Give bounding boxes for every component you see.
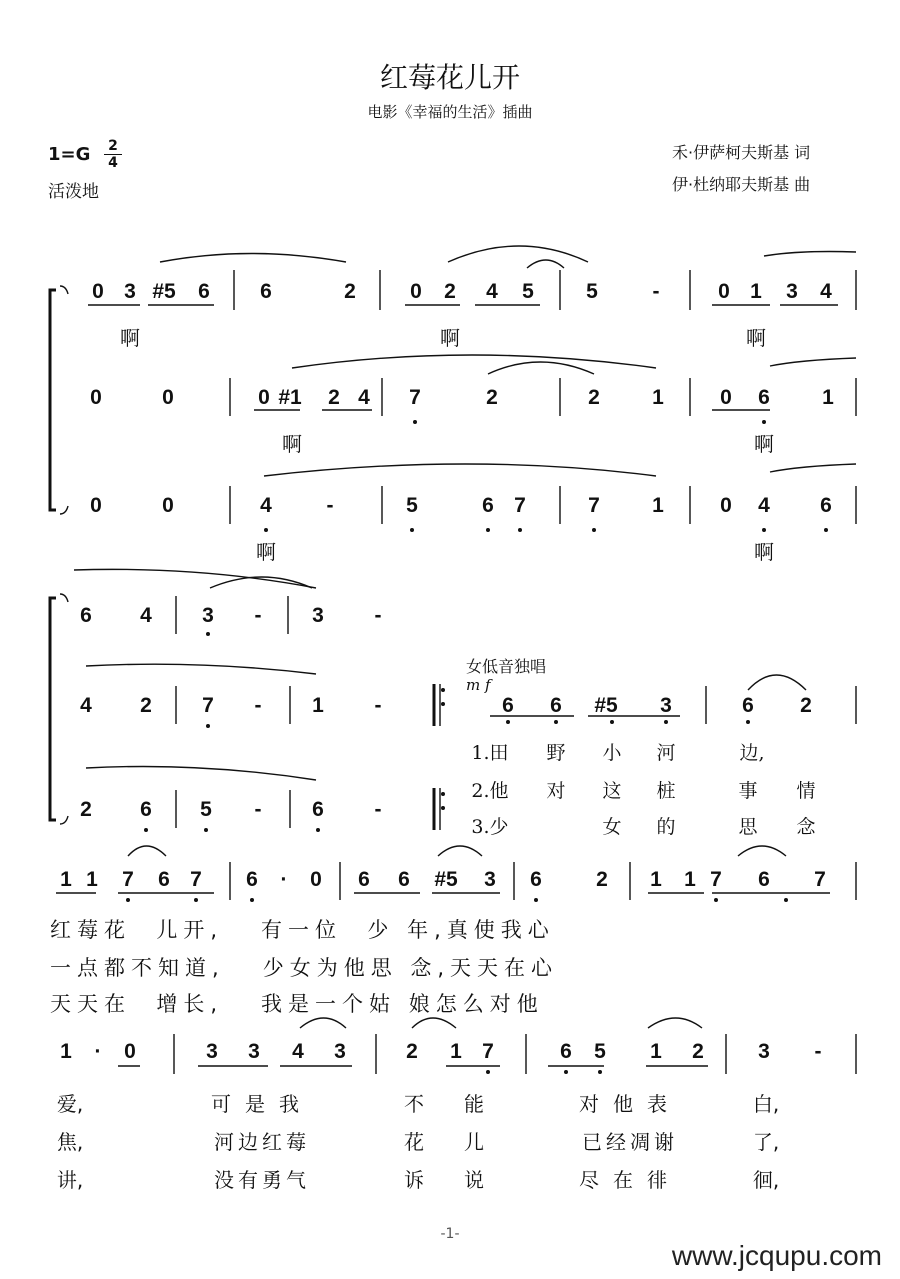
lyric: 爱, <box>56 1092 84 1116</box>
lyric: 了, <box>752 1130 780 1154</box>
lyric: 不 <box>404 1092 424 1116</box>
note: 5 <box>200 798 212 821</box>
note: - <box>652 280 660 303</box>
note: 6 <box>312 798 324 821</box>
lyric: 野 <box>546 742 566 764</box>
lyric: 已经凋谢 <box>582 1130 678 1154</box>
note: 1 <box>750 280 762 303</box>
note: 2 <box>328 386 340 409</box>
note: 1 <box>60 1040 72 1063</box>
note: 3 <box>484 868 496 891</box>
lyric: 尽在徘 <box>579 1168 681 1192</box>
lyric: 花 <box>404 1130 424 1154</box>
note: - <box>374 694 382 717</box>
lyric: 思 <box>738 816 758 838</box>
lyric: 的 <box>656 816 676 838</box>
lyric: 可是我 <box>211 1092 313 1116</box>
note: 3 <box>202 604 214 627</box>
note: - <box>254 798 262 821</box>
note: 5 <box>522 280 534 303</box>
note: · <box>280 868 288 891</box>
note: 2 <box>80 798 92 821</box>
note: 0 <box>162 494 174 517</box>
note: 3 <box>786 280 798 303</box>
note: #1 <box>278 386 302 409</box>
note: 6 <box>198 280 210 303</box>
lyric: 能 <box>464 1092 484 1116</box>
note: 7 <box>588 494 600 517</box>
note: 4 <box>820 280 832 303</box>
note: 4 <box>292 1040 304 1063</box>
note: 0 <box>410 280 422 303</box>
note: 4 <box>260 494 272 517</box>
note: 6 <box>158 868 170 891</box>
lyric: 徊, <box>752 1168 780 1192</box>
note: 2 <box>406 1040 418 1063</box>
note: 6 <box>550 694 562 717</box>
lyric: 讲, <box>56 1168 84 1192</box>
lyric: 1.田 <box>471 742 509 764</box>
note: 4 <box>486 280 498 303</box>
note: 4 <box>758 494 770 517</box>
lyric: 啊 <box>120 326 140 350</box>
note: 6 <box>502 694 514 717</box>
note: 1 <box>652 386 664 409</box>
lyric: 3.少 <box>471 816 509 838</box>
note: 1 <box>312 694 324 717</box>
note: 1 <box>652 494 664 517</box>
note: 3 <box>124 280 136 303</box>
note: 7 <box>190 868 202 891</box>
note: 7 <box>814 868 826 891</box>
note: 0 <box>720 386 732 409</box>
lyric: 女 <box>602 816 622 838</box>
note: 2 <box>486 386 498 409</box>
lyric: 对他表 <box>579 1092 681 1116</box>
lyric: 情 <box>796 780 816 802</box>
note: 0 <box>124 1040 136 1063</box>
note: 0 <box>90 494 102 517</box>
note: 0 <box>720 494 732 517</box>
note: 1 <box>60 868 72 891</box>
lyric: 说 <box>464 1168 484 1192</box>
note: 6 <box>820 494 832 517</box>
note: 0 <box>258 386 270 409</box>
note: 6 <box>530 868 542 891</box>
note: 3 <box>660 694 672 717</box>
note: - <box>814 1040 822 1063</box>
note: 6 <box>742 694 754 717</box>
note: 6 <box>758 868 770 891</box>
time-signature-top: 2 <box>108 138 118 154</box>
note: · <box>94 1040 102 1063</box>
note: 6 <box>758 386 770 409</box>
note: 3 <box>312 604 324 627</box>
note: 4 <box>80 694 92 717</box>
note: 6 <box>80 604 92 627</box>
lyric: 啊 <box>256 540 276 564</box>
note: 1 <box>822 386 834 409</box>
lyric: 诉 <box>404 1168 424 1192</box>
note: 7 <box>482 1040 494 1063</box>
composer-credit: 伊·杜纳耶夫斯基 曲 <box>672 175 811 194</box>
note: 0 <box>718 280 730 303</box>
page-number: -1- <box>440 1226 460 1242</box>
note: - <box>254 694 262 717</box>
note: 6 <box>260 280 272 303</box>
note: 6 <box>358 868 370 891</box>
lyric: 儿 <box>464 1130 484 1154</box>
note: 1 <box>650 1040 662 1063</box>
note: 7 <box>710 868 722 891</box>
note: 1 <box>86 868 98 891</box>
note: 6 <box>482 494 494 517</box>
lyric: 啊 <box>746 326 766 350</box>
lyric: 白, <box>752 1092 780 1116</box>
note: 2 <box>344 280 356 303</box>
lyric: 念 <box>796 816 816 838</box>
note: 4 <box>358 386 370 409</box>
lyric: 小 <box>602 742 622 764</box>
note: #5 <box>434 868 458 891</box>
note: 3 <box>206 1040 218 1063</box>
note: 2 <box>800 694 812 717</box>
lyric-verse-1: 红莓花 儿开, 有一位 少 年,真使我心 <box>50 918 555 942</box>
note: 0 <box>162 386 174 409</box>
solo-label: 女低音独唱 <box>466 657 547 676</box>
dynamic-marking: m f <box>466 676 491 694</box>
note: 6 <box>140 798 152 821</box>
time-signature-bottom: 4 <box>108 155 118 171</box>
lyric: 焦, <box>56 1130 84 1154</box>
lyric: 事 <box>738 780 758 802</box>
lyric: 桩 <box>656 780 676 802</box>
note: 7 <box>122 868 134 891</box>
note: #5 <box>594 694 618 717</box>
note: 1 <box>450 1040 462 1063</box>
lyric: 啊 <box>754 540 774 564</box>
note: - <box>374 604 382 627</box>
tempo-marking: 活泼地 <box>48 182 99 202</box>
note: 0 <box>310 868 322 891</box>
lyricist-credit: 禾·伊萨柯夫斯基 词 <box>672 143 811 162</box>
lyric-verse-3: 天天在 增长, 我是一个姑 娘怎么对他 <box>50 992 544 1016</box>
note: #5 <box>152 280 176 303</box>
note: 2 <box>140 694 152 717</box>
note: 4 <box>140 604 152 627</box>
lyric: 对 <box>546 780 566 802</box>
lyric: 啊 <box>754 432 774 456</box>
note: - <box>326 494 334 517</box>
watermark: www.jcqupu.com <box>671 1240 882 1271</box>
note: 2 <box>444 280 456 303</box>
lyric: 啊 <box>440 326 460 350</box>
note: 5 <box>594 1040 606 1063</box>
note: 2 <box>588 386 600 409</box>
key-signature: 1=G <box>48 144 91 165</box>
lyric: 没有勇气 <box>214 1168 310 1192</box>
note: 5 <box>586 280 598 303</box>
note: 7 <box>202 694 214 717</box>
bracket-curl <box>60 286 68 294</box>
note: - <box>254 604 262 627</box>
note: 2 <box>692 1040 704 1063</box>
lyric: 2.他 <box>471 780 509 802</box>
lyric: 河 <box>656 742 676 764</box>
note: 3 <box>248 1040 260 1063</box>
note: 6 <box>398 868 410 891</box>
note: 5 <box>406 494 418 517</box>
lyric: 边, <box>739 742 765 764</box>
system-bracket <box>50 290 56 510</box>
lyric: 河边红莓 <box>214 1130 310 1154</box>
note: 1 <box>684 868 696 891</box>
note: 2 <box>596 868 608 891</box>
note: 0 <box>90 386 102 409</box>
lyric: 这 <box>602 780 622 802</box>
note: 0 <box>92 280 104 303</box>
subtitle: 电影《幸福的生活》插曲 <box>367 103 533 121</box>
note: 7 <box>409 386 421 409</box>
note: 1 <box>650 868 662 891</box>
lyric-verse-2: 一点都不知道, 少女为他思 念,天天在心 <box>50 956 559 980</box>
lyric: 啊 <box>282 432 302 456</box>
note: 6 <box>560 1040 572 1063</box>
note: 7 <box>514 494 526 517</box>
note: - <box>374 798 382 821</box>
note: 3 <box>334 1040 346 1063</box>
page-title: 红莓花儿开 <box>379 61 520 94</box>
note: 3 <box>758 1040 770 1063</box>
note: 6 <box>246 868 258 891</box>
